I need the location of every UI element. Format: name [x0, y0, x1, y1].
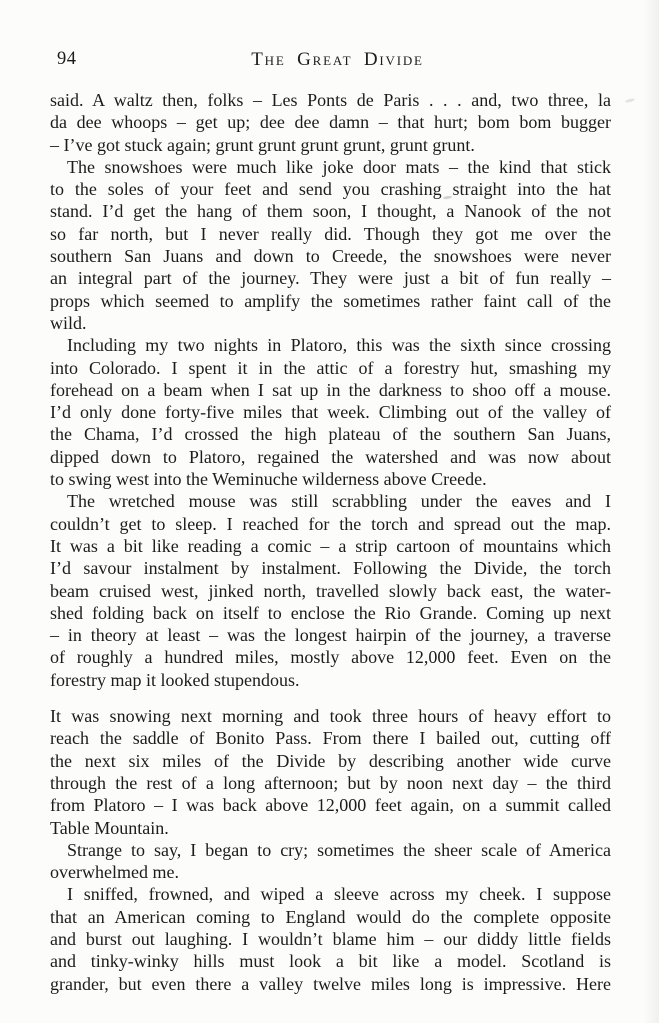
- text-line: shed folding back on itself to enclose the Rio Grande. Coming up next: [50, 602, 611, 623]
- paragraph: [50, 883, 611, 994]
- text-line: and burst out laughing. I wouldn’t blame him – our diddy little fields: [50, 928, 611, 949]
- text-line: props which seemed to amplify the sometimes rather faint call of the: [50, 290, 611, 311]
- text-line: wild.: [50, 312, 87, 333]
- text-line: It was a bit like reading a comic – a strip cartoon of mountains which: [50, 535, 611, 556]
- text-line: couldn’t get to sleep. I reached for the torch and spread out the map.: [50, 513, 611, 534]
- text-line: reach the saddle of Bonito Pass. From there I bailed out, cutting off: [50, 728, 611, 749]
- text-line: through the rest of a long afternoon; but by noon next day – the third: [50, 772, 611, 793]
- text-line: Table Mountain.: [50, 817, 169, 838]
- text-line: that an American coming to England would do the complete opposite: [50, 906, 611, 927]
- paragraph: [50, 490, 611, 691]
- text-line: from Platoro – I was back above 12,000 feet again, on a summit called: [50, 795, 611, 816]
- running-title: The Great Divide: [251, 49, 424, 70]
- text-line: I’d savour instalment by instalment. Following the Divide, the torch: [50, 558, 611, 579]
- text-line: forestry map it looked stupendous.: [50, 669, 300, 690]
- page-number: 94: [57, 49, 77, 69]
- text-line: to swing west into the Weminuche wilderness above Creede.: [50, 469, 487, 490]
- text-line: forehead on a beam when I sat up in the darkness to shoo off a mouse.: [50, 379, 611, 400]
- text-line: grander, but even there a valley twelve miles long is impressive. Here: [50, 973, 611, 994]
- text-line: – in theory at least – was the longest hairpin of the journey, a traverse: [50, 625, 611, 646]
- text-line: – I’ve got stuck again; grunt grunt grunt grunt, grunt grunt.: [50, 134, 475, 155]
- text-line: It was snowing next morning and took three hours of heavy effort to: [50, 706, 611, 727]
- text-line: stand. I’d get the hang of them soon, I thought, a Nanook of the not: [50, 201, 611, 222]
- text-line: and tinky-winky hills must look a bit like a model. Scotland is: [50, 951, 611, 972]
- paragraph: [50, 705, 611, 839]
- text-line: said. A waltz then, folks – Les Ponts de Paris . . . and, two three, la: [50, 90, 611, 110]
- text-line: The wretched mouse was still scrabbling under the eaves and I: [67, 491, 611, 512]
- scan-speck: [625, 98, 635, 103]
- text-line: da dee whoops – get up; dee dee damn – that hurt; bom bom bugger: [50, 112, 611, 133]
- text-line: The snowshoes were much like joke door mats – the kind that stick: [67, 156, 611, 177]
- text-line: southern San Juans and down to Creede, the snowshoes were never: [50, 246, 611, 267]
- text-line: overwhelmed me.: [50, 862, 179, 883]
- text-body: [50, 89, 611, 995]
- text-line: an integral part of the journey. They were just a bit of fun really –: [50, 268, 611, 289]
- paragraph: [50, 89, 611, 156]
- text-line: Strange to say, I began to cry; sometimes the sheer scale of America: [67, 839, 611, 860]
- running-header: [50, 49, 611, 71]
- paragraph: [50, 839, 611, 884]
- text-line: into Colorado. I spent it in the attic of a forestry hut, smashing my: [50, 357, 611, 378]
- text-line: so far north, but I never really did. Though they got me over the: [50, 223, 611, 244]
- text-line: of roughly a hundred miles, mostly above 12,000 feet. Even on the: [50, 647, 611, 668]
- text-line: to the soles of your feet and send you crashing straight into the hat: [50, 179, 611, 200]
- paragraph: [50, 334, 611, 490]
- text-line: the Chama, I’d crossed the high plateau of the southern San Juans,: [50, 424, 611, 445]
- text-line: beam cruised west, jinked north, travelled slowly back east, the water-: [50, 580, 611, 601]
- paragraph: [50, 156, 611, 334]
- text-line: I sniffed, frowned, and wiped a sleeve across my cheek. I suppose: [67, 884, 611, 905]
- text-line: dipped down to Platoro, regained the watershed and was now about: [50, 446, 611, 467]
- text-line: I’d only done forty-five miles that week. Climbing out of the valley of: [50, 402, 611, 423]
- text-line: the next six miles of the Divide by describing another wide curve: [50, 750, 611, 771]
- text-line: Including my two nights in Platoro, this was the sixth since crossing: [67, 335, 611, 356]
